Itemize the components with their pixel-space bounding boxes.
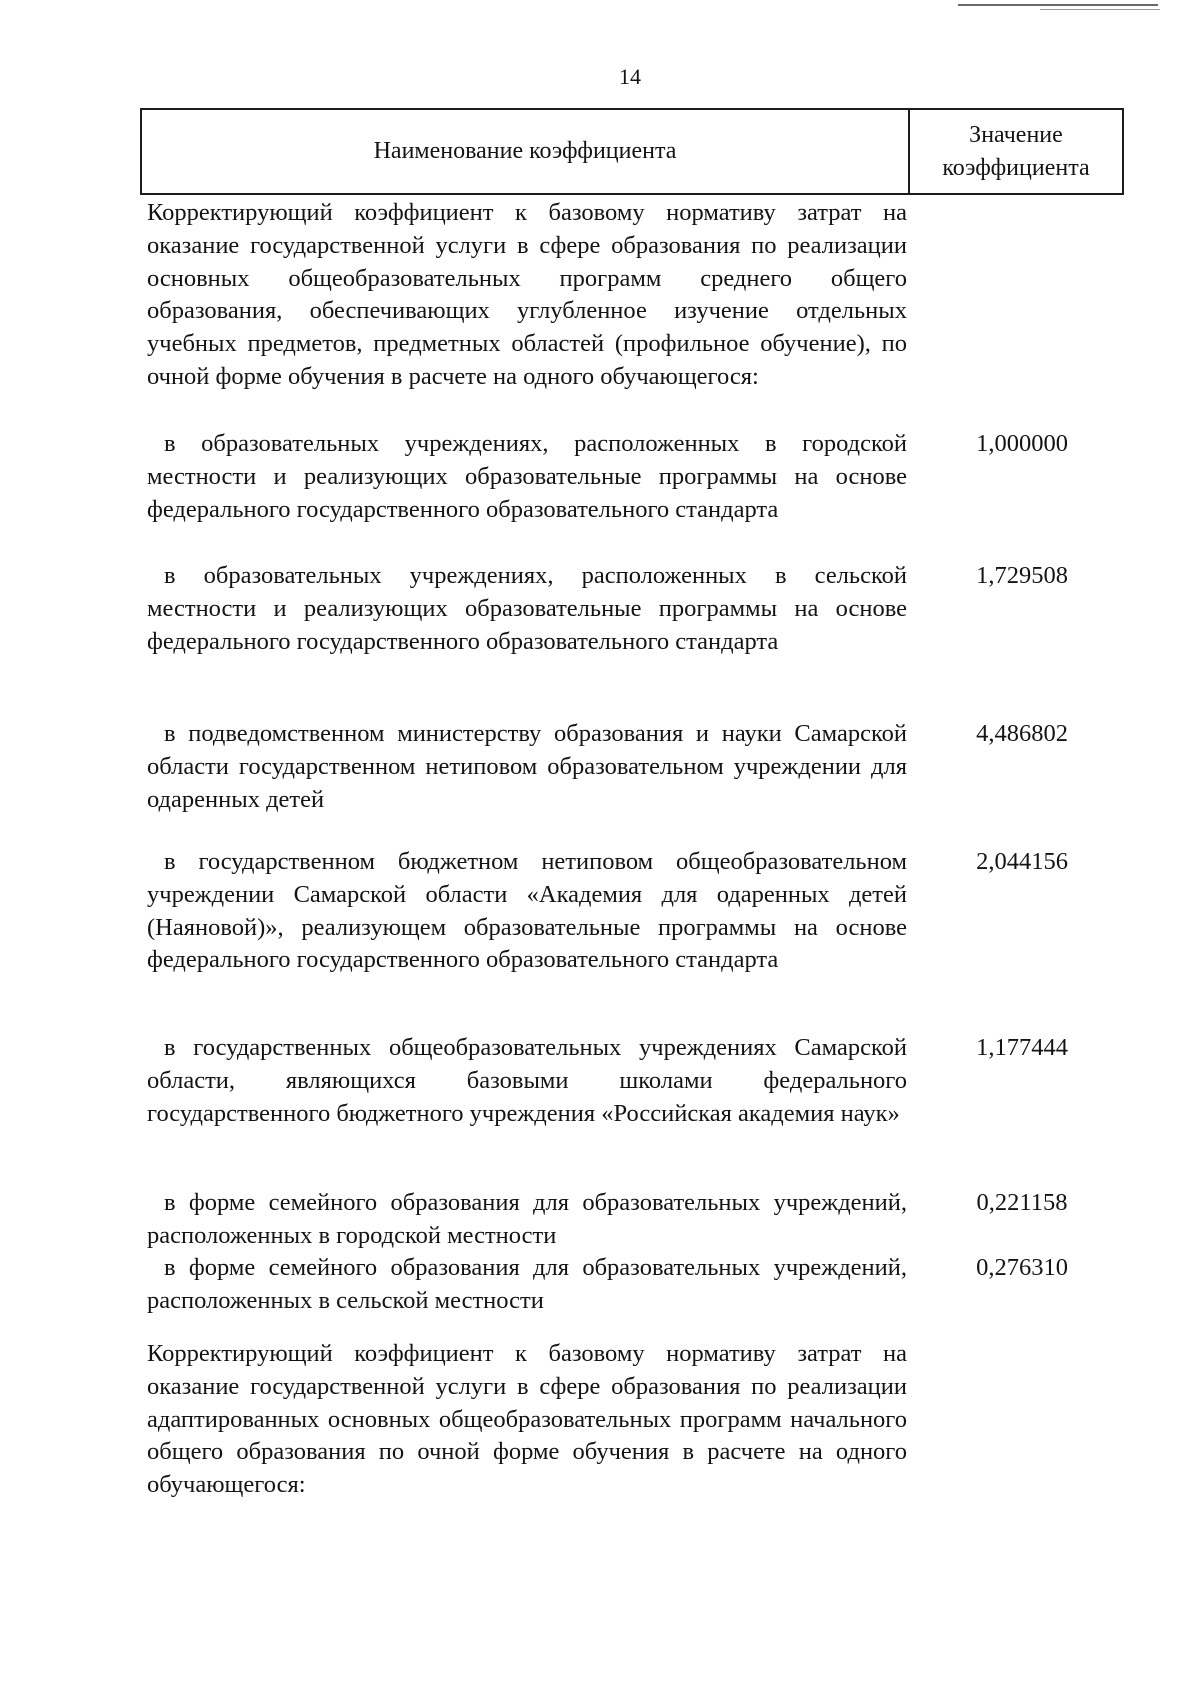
row-label: в государственном бюджетном нетиповом общеобразовательном учреждении Самарской области «Академия для одаренных детей (Наяновой)», реализующем образовательные программы на основе федерального государственного образовательного стандарта: [147, 848, 907, 974]
column-header-value: [910, 110, 1122, 193]
row-value: 1,177444: [976, 1034, 1068, 1061]
row-label: в форме семейного образования для образовательных учреждений, расположенных в сельской местности: [147, 1254, 907, 1314]
table-header: [140, 108, 1124, 195]
row-value: 2,044156: [976, 848, 1068, 875]
row-value: 4,486802: [976, 720, 1068, 747]
section-title: Корректирующий коэффициент к базовому нормативу затрат на оказание государственной услуги в сфере образования по реализации основных общеобразовательных программ среднего общего образования, обеспечивающих углубленное изучение отдельных учебных предметов, предметных областей (профильное обучение), по очной форме обучения в расчете на одного обучающегося:: [147, 199, 907, 390]
column-header-value-line2: коэффициента: [942, 154, 1090, 181]
row-label: в государственных общеобразовательных учреждениях Самарской области, являющихся базовыми школами федерального государственного бюджетного учреждения «Российская академия наук»: [147, 1034, 907, 1127]
scan-artifact-line: [1040, 9, 1160, 10]
row-label: в образовательных учреждениях, расположенных в сельской местности и реализующих образовательные программы на основе федерального государственного образовательного стандарта: [147, 562, 907, 655]
section-title: Корректирующий коэффициент к базовому нормативу затрат на оказание государственной услуги в сфере образования по реализации адаптированных основных общеобразовательных программ начального общего образования по очной форме обучения в расчете на одного обучающегося:: [147, 1340, 907, 1499]
row-label: в подведомственном министерству образования и науки Самарской области государственном нетиповом образовательном учреждении для одаренных детей: [147, 720, 907, 813]
column-header-value-line1: Значение: [969, 121, 1063, 148]
scan-artifact-line: [958, 4, 1158, 6]
row-value: 0,276310: [976, 1254, 1068, 1281]
row-value: 1,729508: [976, 562, 1068, 589]
row-value: 0,221158: [976, 1189, 1068, 1216]
page-number: 14: [619, 64, 641, 89]
row-label: в форме семейного образования для образовательных учреждений, расположенных в городской местности: [147, 1189, 907, 1249]
column-header-name: Наименование коэффициента: [142, 110, 910, 193]
row-label: в образовательных учреждениях, расположенных в городской местности и реализующих образовательные программы на основе федерального государственного образовательного стандарта: [147, 430, 907, 523]
row-value: 1,000000: [976, 430, 1068, 457]
